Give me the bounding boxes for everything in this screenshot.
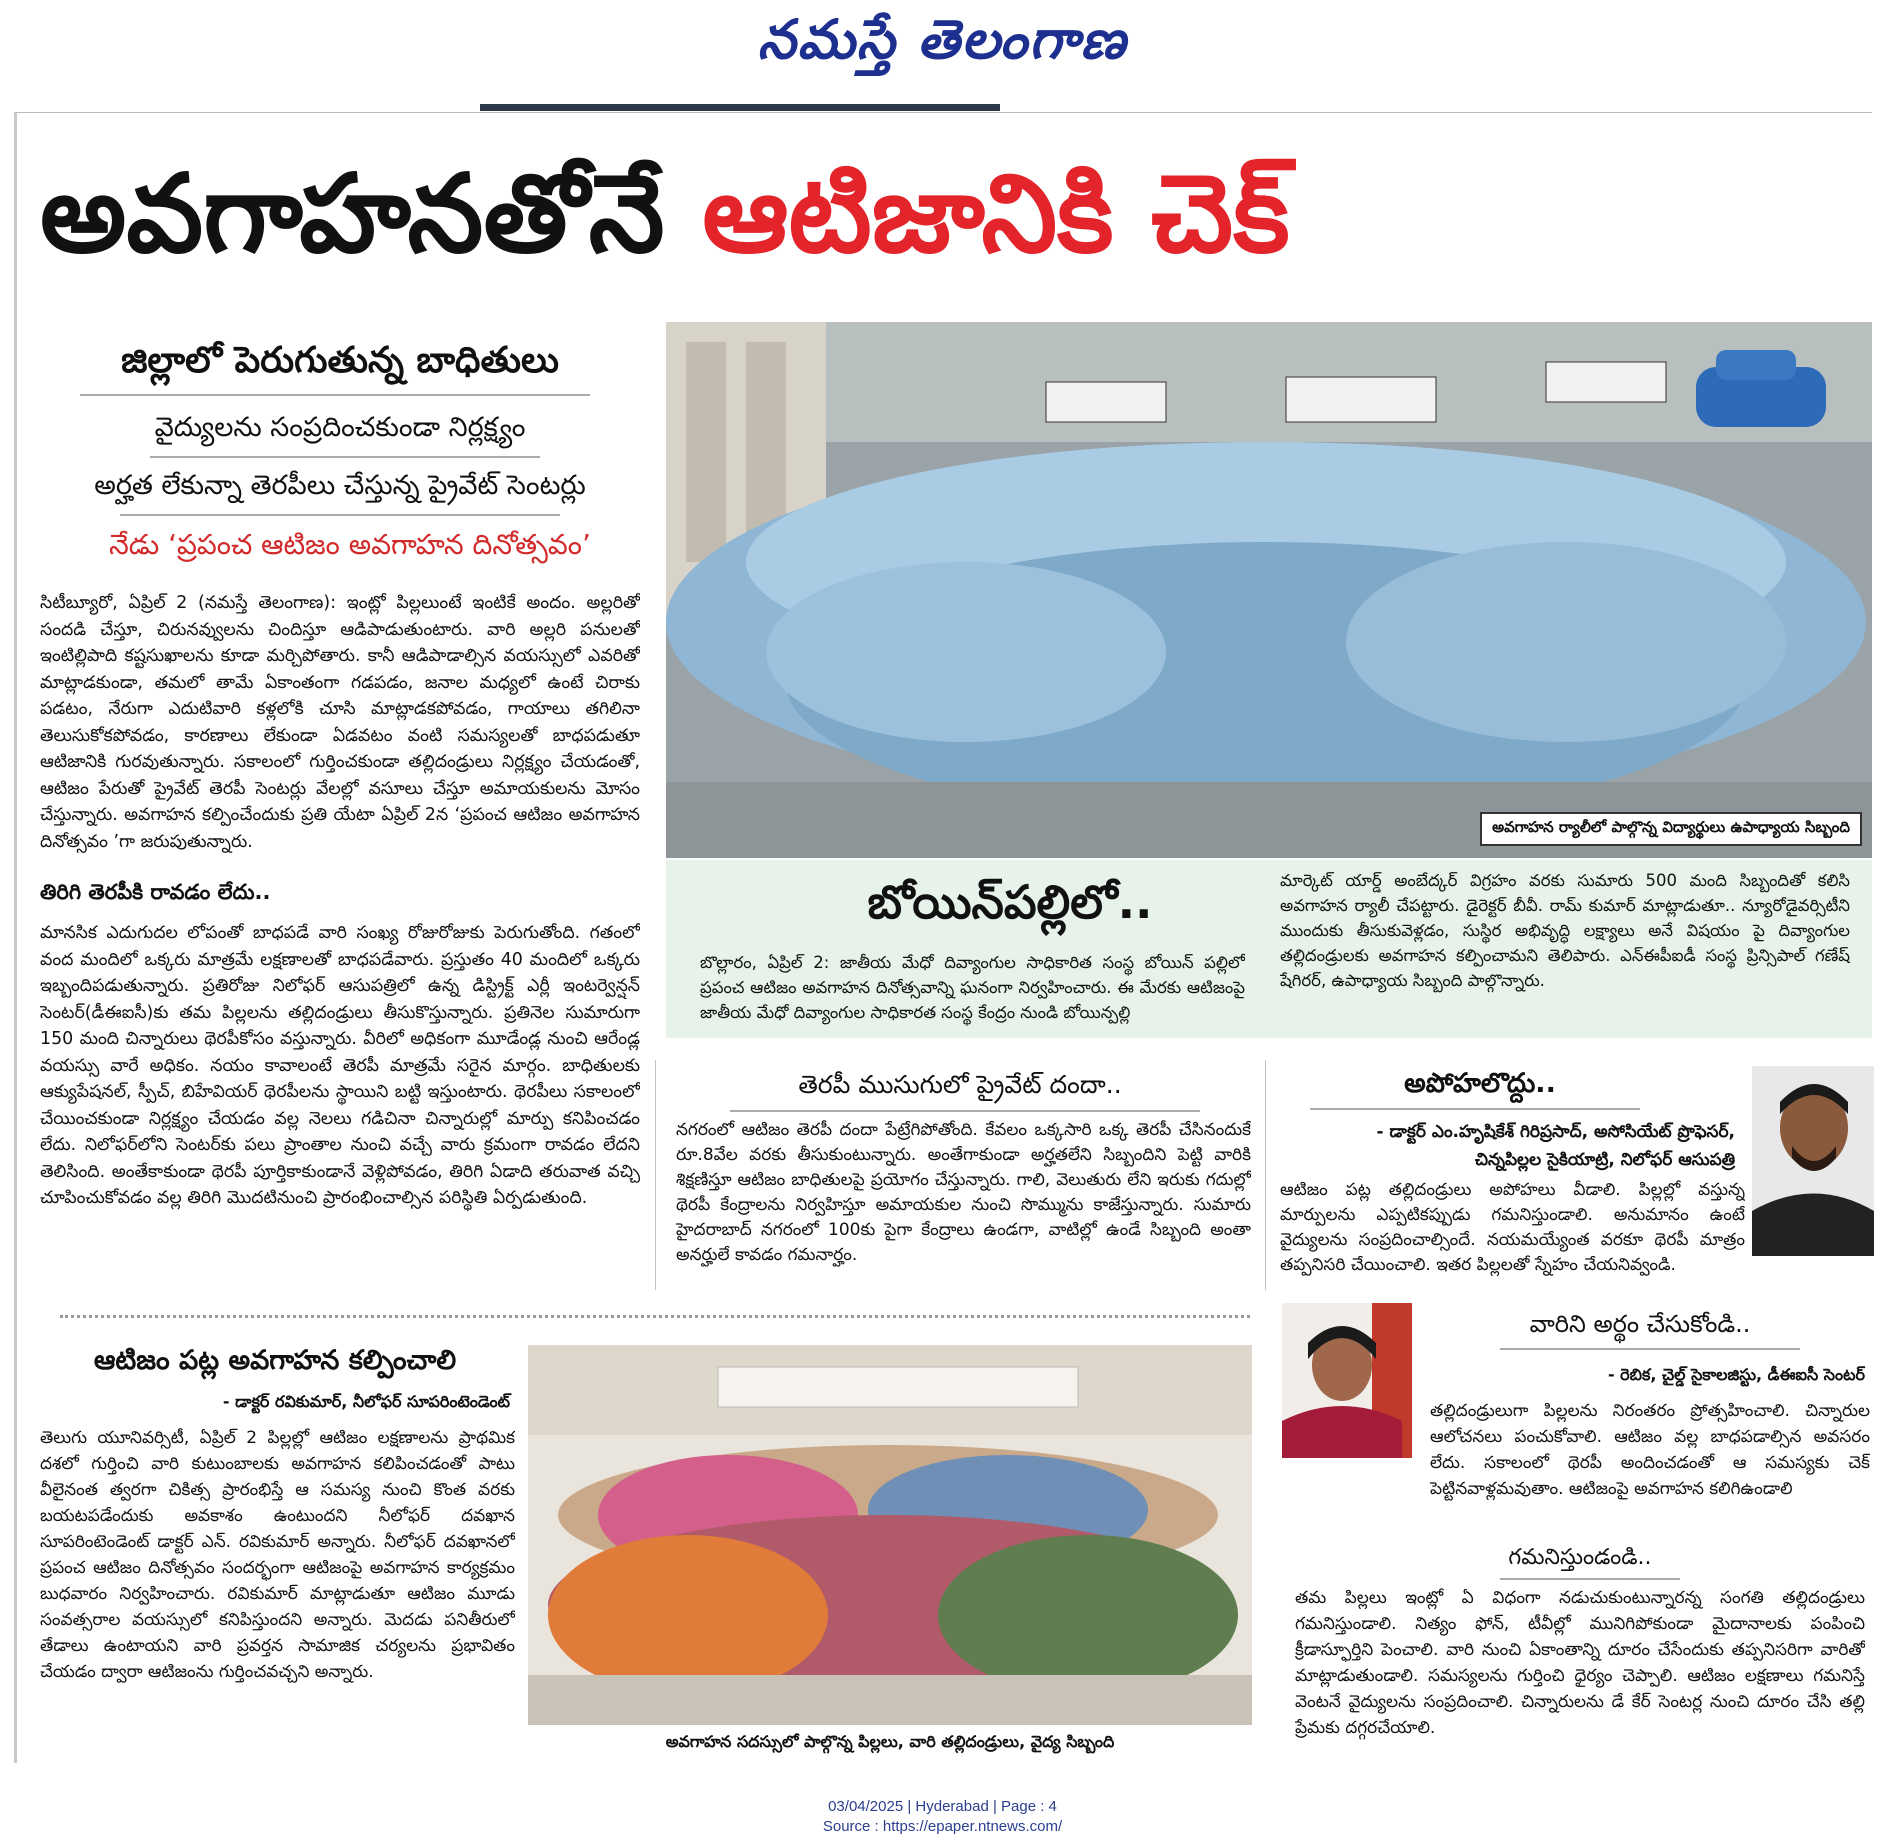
awareness-byline: - డాక్టర్ రవికుమార్, నీలోఫర్ సూపరింటెండెంట్ bbox=[222, 1392, 510, 1411]
column-divider bbox=[655, 1060, 656, 1290]
understand-title: వారిని అర్థం చేసుకోండి.. bbox=[1529, 1310, 1751, 1338]
subhead-1: జిల్లాలో పెరుగుతున్న బాధితులు bbox=[121, 340, 559, 381]
boinpally-text-right: మార్కెట్ యార్డ్ అంబేద్కర్ విగ్రహం వరకు సుమారు 500 మంది సిబ్బందితో కలిసి అవగాహన ర్యాలీ చేపట్టారు. డైరెక్టర్ బీవీ. రామ్ కుమార్ మాట్లాడుతూ.. న్యూరోడైవర్సిటీని ముందుకు తీసుకువెళ్లడం, సుస్థిర అభివృద్ధి లక్ష్యాలు అనే విషయం పై దివ్యాంగుల తల్లిదండ్రులకు అవగాహన కల్పించామని తెలిపారు. ఎన్ఈపీఐడీ సంస్థ ప్రిన్సిపాల్ గణేష్ షేగిరర్, ఉపాధ్యాయ సిబ్బంది పాల్గొన్నారు. bbox=[1280, 871, 1850, 990]
headline-part-black: అవగాహనతోనే bbox=[40, 152, 665, 277]
main-headline bbox=[40, 140, 1860, 290]
top-rule bbox=[14, 112, 1872, 113]
section-separator bbox=[60, 1315, 1250, 1318]
subhead-divider bbox=[80, 394, 590, 396]
rally-photo-caption: అవగాహన ర్యాలీలో పాల్గొన్న విద్యార్థులు ఉపాధ్యాయ సిబ్బంది bbox=[1480, 812, 1862, 846]
observe-title: గమనిస్తుండండి.. bbox=[1508, 1545, 1652, 1570]
headline-part-red: ఆటిజానికి చెక్ bbox=[702, 152, 1290, 277]
understand-title-divider bbox=[1500, 1348, 1800, 1350]
apohalu-title: అపోహలొద్దు.. bbox=[1404, 1068, 1556, 1099]
footer-dateline: 03/04/2025 | Hyderabad | Page : 4 bbox=[828, 1798, 1057, 1815]
apohalu-title-divider bbox=[1310, 1108, 1640, 1110]
column-divider bbox=[1265, 1060, 1266, 1290]
subhead-divider bbox=[120, 514, 560, 516]
observe-text: తమ పిల్లలు ఇంట్లో ఏ విధంగా నడుచుకుంటున్నారన్న సంగతి తల్లిదండ్రులు గమనిస్తుండాలి. నిత్యం ఫోన్, టీవీల్లో మునిగిపోకుండా మైదానాలకు పంపించి క్రీడాస్ఫూర్తిని పెంచాలి. వారి నుంచి ఏకాంతాన్ని దూరం చేసేందుకు తప్పనిసరిగా వారితో మాట్లాడుతుండాలి. సమస్యలను గుర్తించి ధైర్యం చెప్పాలి. ఆటిజం లక్షణాలు గమనిస్తే వెంటనే వైద్యులను సంప్రదించాలి. చిన్నారులను డే కేర్ సెంటర్ల నుంచి దూరం చేసి తల్లి ప్రేమకు దగ్గరచేయాలి. bbox=[1295, 1588, 1865, 1738]
apohalu-byline-1: - డాక్టర్ ఎం.హృషికేశ్ గిరిప్రసాద్, అసోసియేట్ ప్రొఫెసర్, bbox=[1376, 1122, 1735, 1142]
apohalu-text: ఆటిజం పట్ల తల్లిదండ్రులు అపోహలు వీడాలి. పిల్లల్లో వస్తున్న మార్పులను ఎప్పటికప్పుడు గమనిస్తుండాలి. అనుమానం ఉంటే వైద్యులను సంప్రదించాల్సిందే. నయమయ్యేంత వరకూ థెరపీ మాత్రం తప్పనిసరి చేయించాలి. ఇతర పిల్లలతో స్నేహం చేయనివ్వండి. bbox=[1280, 1180, 1745, 1275]
rally-photo bbox=[666, 322, 1872, 858]
rally-photo-illustration bbox=[666, 322, 1872, 858]
understand-text: తల్లిదండ్రులుగా పిల్లలను నిరంతరం ప్రోత్సహించాలి. చిన్నారుల ఆలోచనలు పంచుకోవాలి. ఆటిజం వల్ల బాధపడాల్సిన అవసరం లేదు. సకాలంలో థెరపీ అందించడంతో ఆ సమస్యకు చెక్ పెట్టినవాళ్లమవుతాం. ఆటిజంపై అవగాహన కలిగిఉండాలి bbox=[1430, 1401, 1870, 1499]
awareness-title: ఆటిజం పట్ల అవగాహన కల్పించాలి bbox=[93, 1345, 457, 1376]
doctor-portrait-photo bbox=[1752, 1066, 1874, 1256]
masthead-rule bbox=[480, 104, 1000, 111]
seminar-photo-caption: అవగాహన సదస్సులో పాల్గొన్న పిల్లలు, వారి తల్లిదండ్రులు, వైద్య సిబ్బంది bbox=[665, 1732, 1115, 1751]
subhead-2: వైద్యులను సంప్రదించకుండా నిర్లక్ష్యం bbox=[154, 412, 526, 443]
subhead-3: అర్హత లేకున్నా తెరపీలు చేస్తున్న ప్రైవేట్ సెంటర్లు bbox=[94, 470, 586, 501]
group-photo-illustration bbox=[528, 1345, 1252, 1725]
therapy-text: నగరంలో ఆటిజం తెరపీ దందా పేట్రేగిపోతోంది. కేవలం ఒక్కసారి ఒక్క తెరపీ చేసినందుకే రూ.8వేల వరకు తీసుకుంటున్నారు. అంతేగాకుండా అర్హతలేని సిబ్బందిని పెట్టి వారికి శిక్షణిస్తూ ఆటిజం బాధితులపై ప్రయోగం చేస్తున్నారు. గాలి, వెలుతురు లేని ఇరుకు గదుల్లో థెరపీ కేంద్రాలను నిర్వహిస్తూ అమాయకుల నుంచి సొమ్మును కాజేస్తున్నారు. సుమారు హైదరాబాద్ నగరంలో 100కు పైగా కేంద్రాలు ఉండగా, వాటిల్లో ఉండే సిబ్బంది అంతా అనర్హులే కావడం గమనార్హం. bbox=[676, 1120, 1251, 1265]
seminar-group-photo bbox=[528, 1345, 1252, 1725]
therapy-title-divider bbox=[730, 1110, 1200, 1112]
understand-byline: - రెబిక, చైల్డ్ సైకాలజిస్టు, డీఈఐసీ సెంటర్ bbox=[1607, 1365, 1865, 1384]
lead-paragraph: సిటీబ్యూరో, ఏప్రిల్ 2 (నమస్తే తెలంగాణ): ఇంట్లో పిల్లలుంటే ఇంటికే అందం. అల్లరితో సందడి చేస్తూ, చిరునవ్వులను చిందిస్తూ ఆడిపాడుతుంటారు. వారి అల్లరి పనులతో ఇంటిల్లిపాది కష్టసుఖాలను కూడా మర్చిపోతారు. కానీ ఆడిపాడాల్సిన వయస్సులో ఎవరితో మాట్లాడకుండా, తమలో తామే ఏకాంతంగా గడపడం, జనాల మధ్యలో ఉంటే చిరాకు పడటం, నేరుగా ఎదుటివారి కళ్లలోకి చూసి మాట్లాడకపోవడం, గాయాలు తగిలినా తెలుసుకోకపోవడం, కారణాలు లేకుండా ఏడవటం వంటి సమస్యలతో బాధపడుతూ ఆటిజానికి గురవుతున్నారు. సకాలంలో గుర్తించకుండా తల్లిదండ్రులు నిర్లక్ష్యం చేయడంతో, ఆటిజం పేరుతో ప్రైవేట్ తెరపీ సెంటర్లు వేలల్లో వసూలు చేస్తూ అమాయకులను మోసం చేస్తున్నారు. అవగాహన కల్పించేందుకు ప్రతి యేటా ఏప్రిల్ 2న ‘ప్రపంచ ఆటిజం అవగాహన దినోత్సవం ’గా జరుపుతున్నారు. bbox=[40, 593, 640, 852]
newspaper-logo: నమస్తే తెలంగాణ bbox=[757, 7, 1128, 71]
subhead-divider bbox=[150, 456, 540, 458]
left-margin-rule bbox=[14, 113, 17, 1763]
observe-title-divider bbox=[1500, 1578, 1680, 1580]
footer-source: Source : https://epaper.ntnews.com/ bbox=[822, 1818, 1063, 1835]
lead-subhead: తిరిగి తెరపీకి రావడం లేదు.. bbox=[40, 880, 271, 904]
lead-paragraph-2: మానసిక ఎదుగుదల లోపంతో బాధపడే వారి సంఖ్య రోజురోజుకు పెరుగుతోంది. గతంలో వంద మందిలో ఒక్కరు మాత్రమే లక్షణాలతో బాధపడేవారు. ప్రస్తుతం 40 మందిలో ఒక్కరు ఇబ్బందిపడుతున్నారు. ప్రతిరోజు నిలోఫర్ ఆసుపత్రిలో ఉన్న డిస్ట్రిక్ట్ ఎర్లీ ఇంటర్వెన్షన్ సెంటర్(డీఈఐసీ)కు తమ పిల్లలను తల్లిదండ్రులు తీసుకొస్తున్నారు. ప్రతినెల సుమారుగా 150 మంది చిన్నారులు థెరపీకోసం వస్తున్నారు. వీరిలో అధికంగా మూడేండ్ల నుంచి ఆరేండ్ల వయస్సు వారే అధికం. నయం కావాలంటే తెరపీ మాత్రమే సరైన మార్గం. బాధితులకు ఆక్యుపేషనల్, స్పీచ్, బిహేవియర్ థెరపీలను స్థాయిని బట్టి ఇస్తుంటారు. థెరపీలు సకాలంలో చేయించకుండా నిర్లక్ష్యం చేయడం వల్ల నెలలు గడిచినా చిన్నారుల్లో మార్పు కనిపించడం లేదు. నిలోఫర్‌లోని సెంటర్‌కు పలు ప్రాంతాల నుంచి వచ్చే వారు క్రమంగా రావడం లేదని తెలిసింది. అంతేకాకుండా థెరపీ పూర్తికాకుండానే వెళ్లిపోవడం, తిరిగి ఏడాది తరువాత వచ్చి చూపించుకోవడం వల్ల తిరిగి మొదటినుంచి ప్రారంభించాల్సిన పరిస్థితి ఏర్పడుతుంది. bbox=[40, 923, 640, 1208]
psychologist-portrait-photo bbox=[1282, 1303, 1412, 1458]
boinpally-title: బోయిన్‌పల్లిలో.. bbox=[867, 875, 1153, 929]
masthead bbox=[0, 0, 1885, 100]
apohalu-byline-2: చిన్నపిల్లల సైకియాట్రి, నిలోఫర్ ఆసుపత్రి bbox=[1474, 1150, 1735, 1170]
therapy-title: తెరపీ ముసుగులో ప్రైవేట్ దందా.. bbox=[798, 1070, 1122, 1099]
subhead-4-red: నేడు ‘ప్రపంచ ఆటిజం అవగాహన దినోత్సవం’ bbox=[109, 528, 591, 561]
boinpally-text-left: బొల్లారం, ఏప్రిల్ 2: జాతీయ మేధో దివ్యాంగుల సాధికారిత సంస్థ బోయిన్ పల్లిలో ప్రపంచ ఆటిజం అవగాహన దినోత్సవాన్ని ఘనంగా నిర్వహించారు. ఈ మేరకు ఆటిజంపై జాతీయ మేధో దివ్యాంగుల సాధికారత సంస్థ కేంద్రం నుండి బోయిన్పల్లి bbox=[700, 953, 1245, 1022]
awareness-text: తెలుగు యూనివర్సిటీ, ఏప్రిల్ 2 పిల్లల్లో ఆటిజం లక్షణాలను ప్రాథమిక దశలో గుర్తించి వారి కుటుంబాలకు అవగాహన కలిపించడంతో పాటు వీలైనంత త్వరగా చికిత్స ప్రారంభిస్తే ఆ సమస్య నుంచి కొంత వరకు బయటపడేందుకు అవకాశం ఉంటుందని నీలోఫర్ దవఖాన సూపరింటెండెంట్ డాక్టర్ ఎన్. రవికుమార్ అన్నారు. నీలోఫర్ దవఖానలో ప్రపంచ ఆటిజం దినోత్సవం సందర్భంగా ఆటిజంపై అవగాహన కార్యక్రమం బుధవారం నిర్వహించారు. రవికుమార్ మాట్లాడుతూ ఆటిజం మూడు సంవత్సరాల వయస్సులో కనిపిస్తుందని అన్నారు. మెదడు పనితీరులో తేడాలు ఉంటాయని వారి ప్రవర్తన సామాజిక చర్యలను ప్రభావితం చేయడం ద్వారా ఆటిజంను గుర్తించవచ్చని అన్నారు. bbox=[40, 1428, 515, 1682]
